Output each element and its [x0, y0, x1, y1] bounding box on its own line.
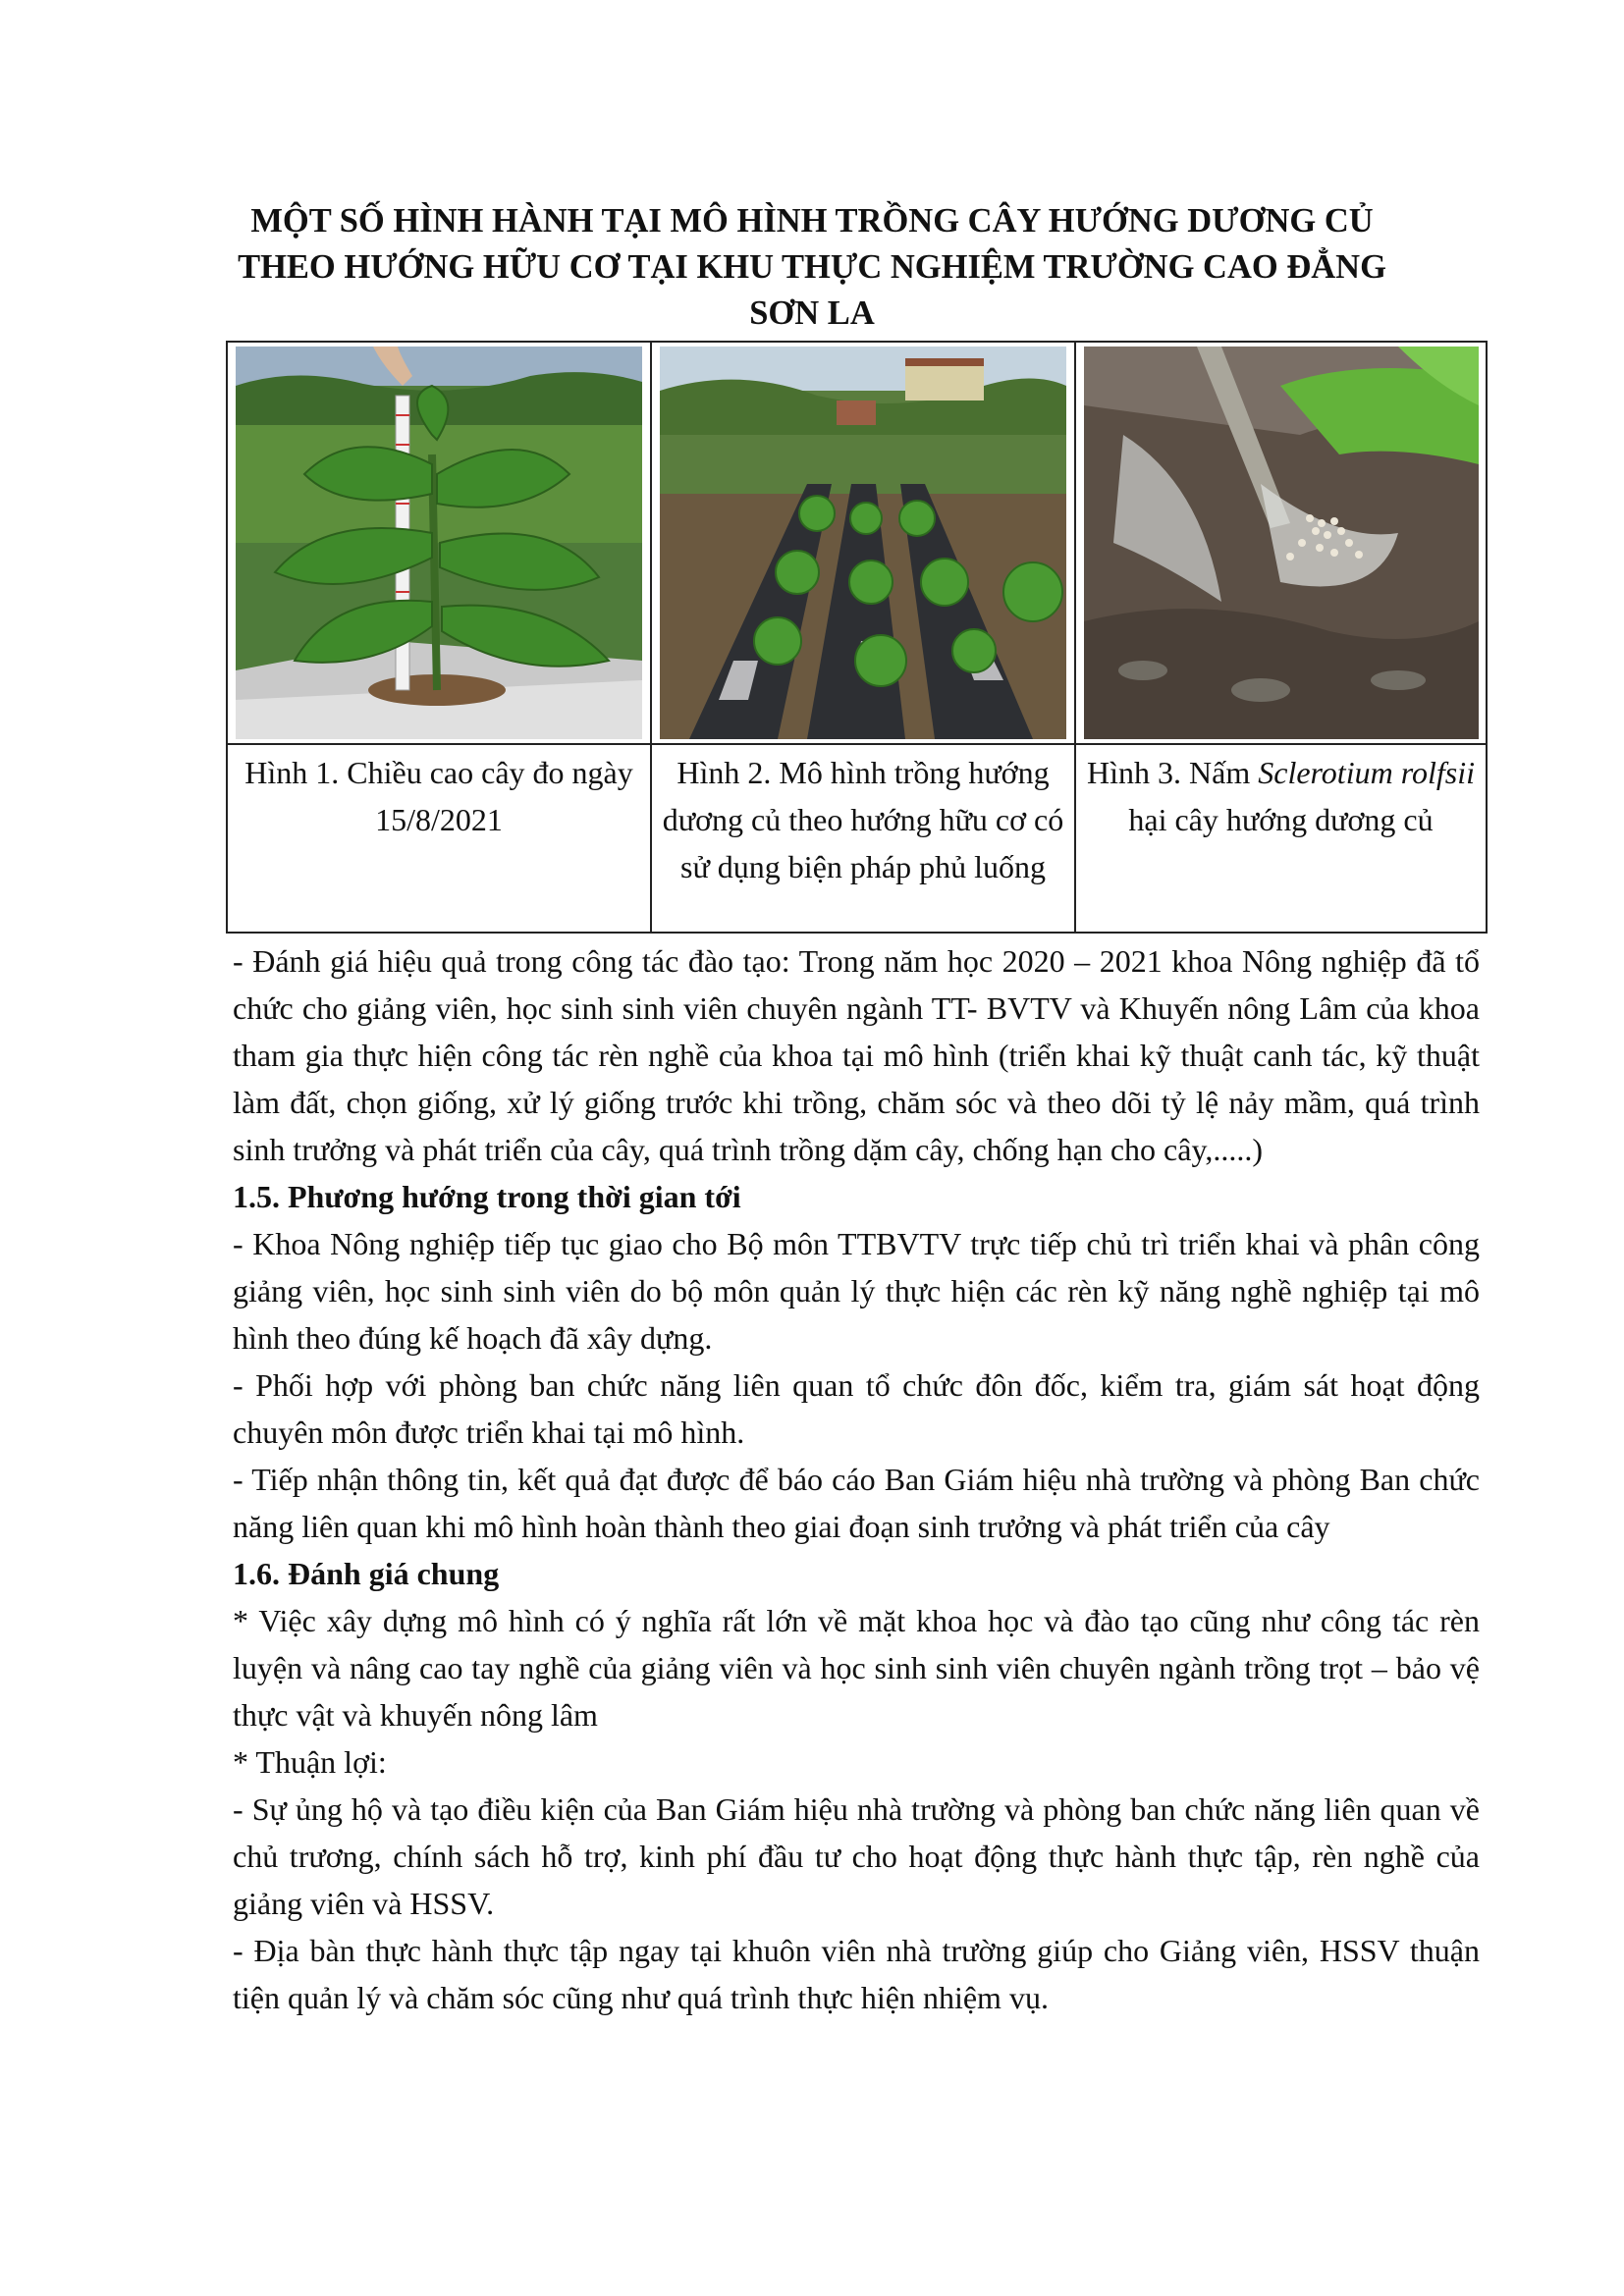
title-line-1: MỘT SỐ HÌNH HÀNH TẠI MÔ HÌNH TRỒNG CÂY HƯỚNG DƯƠNG CỦ: [250, 202, 1374, 240]
figure-3-caption-cell: [1075, 744, 1487, 933]
figure-1-caption: Hình 1. Chiều cao cây đo ngày 15/8/2021: [244, 755, 633, 837]
figure-3-caption-suffix: hại cây hướng dương củ: [1128, 802, 1434, 837]
paragraph-department-tasks: - Khoa Nông nghiệp tiếp tục giao cho Bộ môn TTBVTV trực tiếp chủ trì triển khai và phân công giảng viên, học sinh sinh viên do bộ môn quản lý thực hiện các rèn kỹ năng nghề nghiệp tại mô hình theo đúng kế hoạch đã xây dựng.: [233, 1226, 1480, 1356]
figure-2-cell: [651, 342, 1075, 744]
figure-table: [226, 341, 1488, 934]
heading-1-6: 1.6. Đánh giá chung: [233, 1556, 500, 1591]
paragraph-advantages-heading: * Thuận lợi:: [233, 1744, 387, 1780]
paragraph-support: - Sự ủng hộ và tạo điều kiện của Ban Giám hiệu nhà trường và phòng ban chức năng liên quan về chủ trương, chính sách hỗ trợ, kinh phí đầu tư cho hoạt động thực hành thực tập, rèn nghề của giảng viên và HSSV.: [233, 1791, 1480, 1921]
title-line-3: SƠN LA: [749, 294, 875, 332]
figure-2-photo: [660, 347, 1066, 739]
figure-2-caption: Hình 2. Mô hình trồng hướng dương củ theo hướng hữu cơ có sử dụng biện pháp phủ luống: [662, 755, 1064, 884]
paragraph-coordination: - Phối hợp với phòng ban chức năng liên quan tổ chức đôn đốc, kiểm tra, giám sát hoạt động chuyên môn được triển khai tại mô hình.: [233, 1367, 1480, 1450]
paragraph-location: - Địa bàn thực hành thực tập ngay tại khuôn viên nhà trường giúp cho Giảng viên, HSSV thuận tiện quản lý và chăm sóc cũng như quá trình thực hiện nhiệm vụ.: [233, 1933, 1480, 2015]
figure-3-cell: [1075, 342, 1487, 744]
heading-1-5: 1.5. Phương hướng trong thời gian tới: [233, 1179, 741, 1214]
figure-2-caption-cell: [651, 744, 1075, 933]
figure-3-photo: [1084, 347, 1479, 739]
paragraph-reporting: - Tiếp nhận thông tin, kết quả đạt được để báo cáo Ban Giám hiệu nhà trường và phòng Ban chức năng liên quan khi mô hình hoàn thành theo giai đoạn sinh trưởng và phát triển của cây: [233, 1462, 1480, 1544]
figure-1-caption-cell: [227, 744, 651, 933]
figure-1-cell: [227, 342, 651, 744]
title-line-2: THEO HƯỚNG HỮU CƠ TẠI KHU THỰC NGHIỆM TRƯỜNG CAO ĐẲNG: [238, 248, 1386, 286]
figure-1-photo: [236, 347, 642, 739]
figure-3-caption-species: Sclerotium rolfsii: [1258, 755, 1475, 790]
body-text: [233, 937, 1480, 2021]
figure-3-caption: [1076, 745, 1486, 843]
document-title: [196, 198, 1428, 337]
paragraph-significance: * Việc xây dựng mô hình có ý nghĩa rất lớn về mặt khoa học và đào tạo cũng như công tác rèn luyện và nâng cao tay nghề của giảng viên và học sinh sinh viên chuyên ngành trồng trọt – bảo vệ thực vật và khuyến nông lâm: [233, 1603, 1480, 1733]
paragraph-training-effectiveness: - Đánh giá hiệu quả trong công tác đào tạo: Trong năm học 2020 – 2021 khoa Nông nghiệp đã tổ chức cho giảng viên, học sinh sinh viên chuyên ngành TT- BVTV và Khuyến nông Lâm của khoa tham gia thực hiện công tác rèn nghề của khoa tại mô hình (triển khai kỹ thuật canh tác, kỹ thuật làm đất, chọn giống, xử lý giống trước khi trồng, chăm sóc và theo dõi tỷ lệ nảy mầm, quá trình sinh trưởng và phát triển của cây, quá trình trồng dặm cây, chống hạn cho cây,.....): [233, 943, 1480, 1167]
figure-3-caption-prefix: Hình 3. Nấm: [1087, 755, 1259, 790]
